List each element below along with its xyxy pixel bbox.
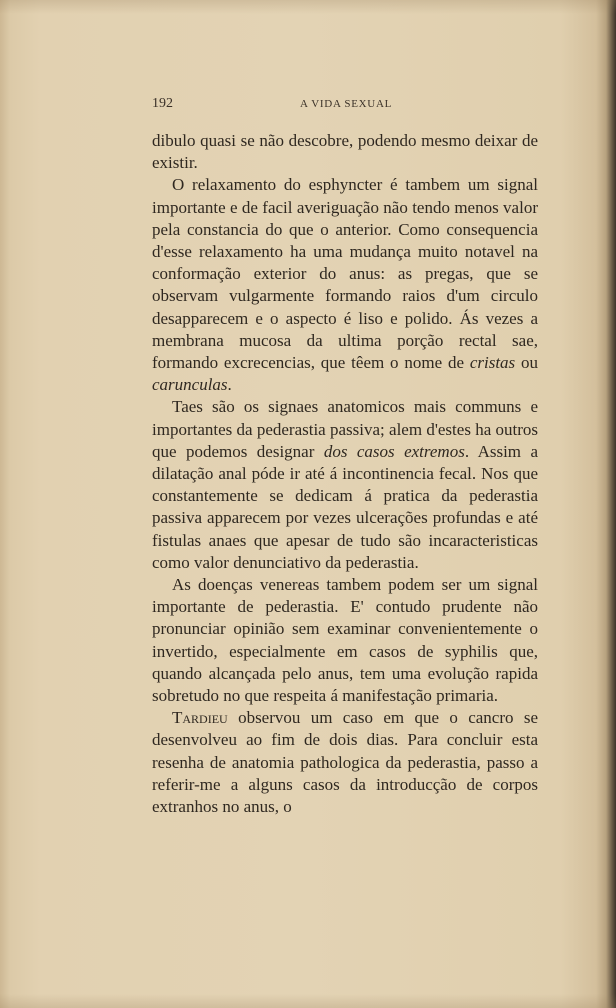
paragraph-4 bbox=[152, 574, 538, 707]
paragraph-2-text-c: . bbox=[227, 375, 232, 395]
paragraph-2-text-a: O relaxamento do esphyncter é tambem um signal importante e de facil averiguação não tendo menos valor pela constancia do que o anterior. Como consequencia d'esse relaxamento ha uma mudança muito notavel na conformação exterior do anus: as pregas, que se observam vulgarmente formando raios d'um circulo desapparecem e o aspecto é liso e polido. Ás vezes a membrana mucosa da ultima porção rectal sae, formando excrecencias, que têem o nome de bbox=[152, 175, 538, 373]
paragraph-5 bbox=[152, 707, 538, 818]
page-number: 192 bbox=[152, 96, 173, 111]
paragraph-4-text: As doenças venereas tambem podem ser um signal importante de pederastia. E' contudo prudente não pronunciar opinião sem examinar convenientemente o invertido, especialmente em casos de syphilis que, quando alcançada pelo anus, tem uma evolução rapida sobretudo no que respeita á manifestação primaria. bbox=[152, 575, 538, 706]
paragraph-2-italic-cristas: cristas bbox=[469, 353, 516, 373]
body-text bbox=[152, 130, 538, 818]
paragraph-2-text-b: ou bbox=[515, 353, 538, 373]
paragraph-5-text: observou um caso em que o cancro se desenvolveu ao fim de dois dias. Para concluir esta resenha de anatomia pathologica da pederastia, passo a referir-me a alguns casos da introducção de corpos extranhos no anus, o bbox=[152, 708, 538, 817]
paragraph-3 bbox=[152, 396, 538, 574]
paragraph-2-italic-carunculas: carunculas bbox=[152, 375, 228, 395]
running-title: A VIDA SEXUAL bbox=[300, 98, 393, 110]
paragraph-1-text: dibulo quasi se não descobre, podendo mesmo deixar de existir. bbox=[152, 131, 538, 173]
paragraph-3-italic-casos-extremos: dos casos extremos bbox=[323, 441, 465, 461]
paragraph-3-text-a: Taes são os signaes anatomicos mais communs e importantes da pederastia passiva; alem d'estes ha outros que podemos designar bbox=[152, 397, 538, 461]
page-header bbox=[152, 96, 538, 116]
paragraph-1 bbox=[152, 130, 538, 174]
paragraph-2 bbox=[152, 174, 538, 396]
paragraph-3-text-b: . Assim a dilatação anal póde ir até á incontinencia fecal. Nos que constantemente se dedicam á pratica da pederastia passiva apparecem por vezes ulcerações profundas e até fistulas anaes que apesar de tudo são incaracteristicas como valor denunciativo da pederastia. bbox=[152, 441, 539, 572]
author-name-tardieu: Tardieu bbox=[172, 708, 228, 728]
